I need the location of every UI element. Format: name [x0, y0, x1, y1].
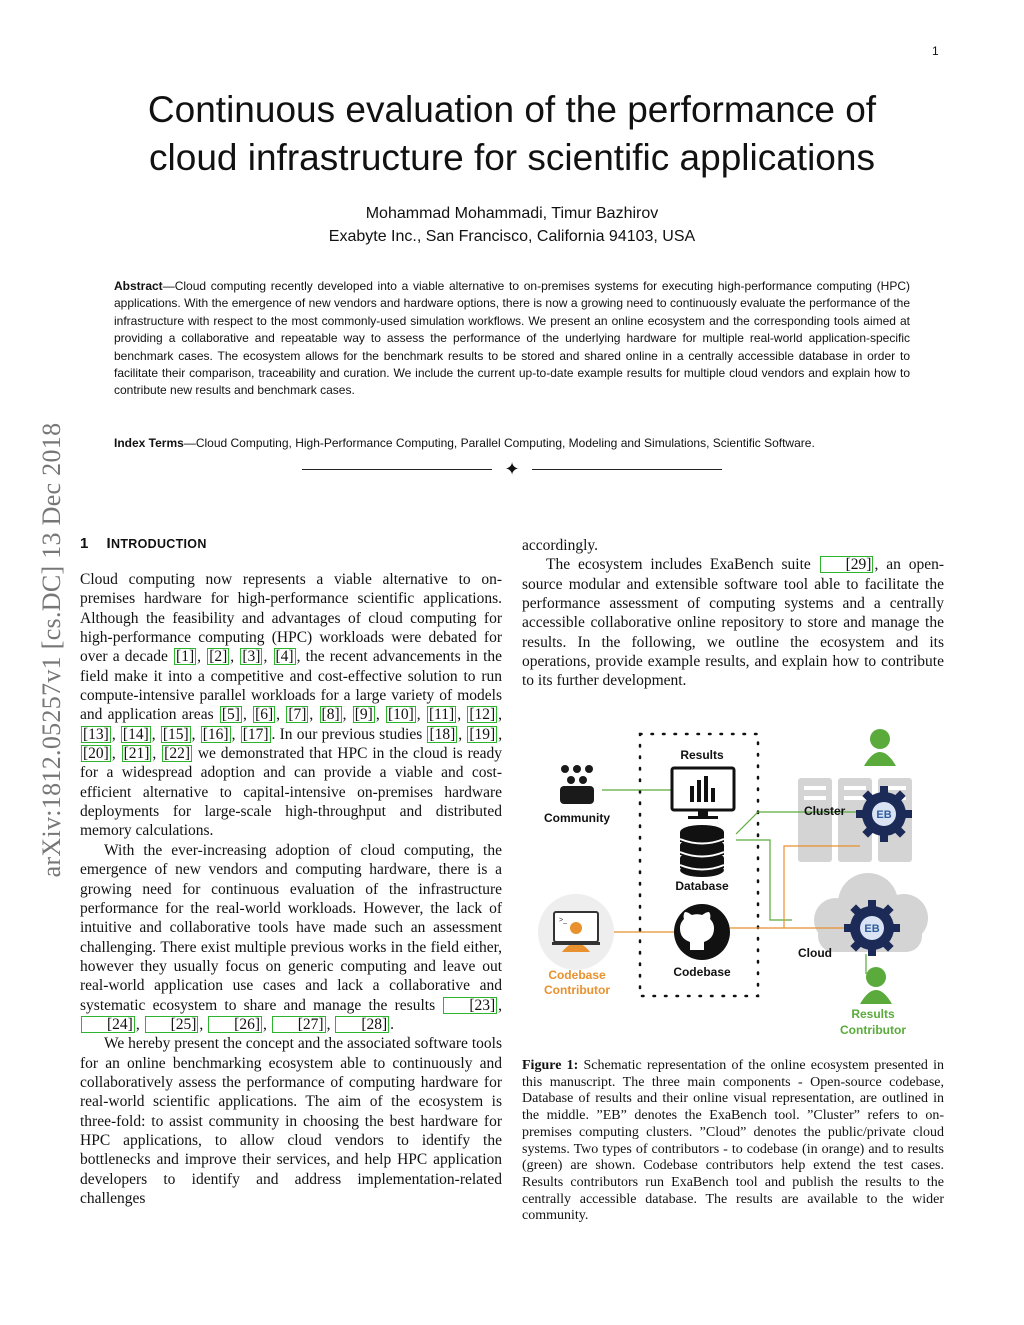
- page-number: 1: [932, 44, 939, 58]
- citation-link[interactable]: [22]: [164, 745, 190, 763]
- citation-link[interactable]: [1]: [176, 648, 195, 666]
- section-number: 1: [80, 535, 89, 552]
- text-run: Cloud computing now represents a viable alternative to on-premises hardware for high-performance scientific applications. Although the feasibility and advantages of cloud computing for high-performance computing (HPC) workloads were debated for over a decade: [80, 571, 502, 666]
- citation-link[interactable]: [14]: [122, 725, 149, 743]
- citation-link[interactable]: [18]: [429, 725, 456, 743]
- citation-link[interactable]: [21]: [123, 745, 150, 763]
- citation-link[interactable]: [15]: [162, 725, 189, 743]
- community-icon: [560, 765, 594, 804]
- citation-link[interactable]: [2]: [209, 648, 228, 666]
- citation-link[interactable]: [12]: [469, 706, 496, 724]
- citation-link[interactable]: [6]: [255, 706, 274, 724]
- cloud-label: Cloud: [798, 946, 832, 960]
- citation-link[interactable]: [10]: [387, 706, 414, 724]
- codebase-label: Codebase: [673, 965, 731, 979]
- codebase-contributor-icon: [538, 894, 614, 970]
- section-heading: [80, 535, 207, 552]
- title-line-2: cloud infrastructure for scientific applications: [149, 137, 875, 178]
- author-affiliation: Exabyte Inc., San Francisco, California 94103, USA: [328, 228, 696, 245]
- text-run: we demonstrated that HPC in the cloud is ready for a widespread adoption and can provide a viable and cost-efficient alternative to capital-intensive on-premises hardware deployments for large-scale high-throughput and distributed memory calculations.: [80, 745, 502, 840]
- author-names: Mohammad Mohammadi, Timur Bazhirov: [365, 205, 659, 222]
- intro-paragraph-4: [522, 555, 944, 690]
- paper-title: [90, 86, 934, 182]
- text-run: .: [390, 1015, 395, 1033]
- section-divider-left: [302, 469, 492, 470]
- codebase-contributor-label-line1: Codebase: [548, 968, 606, 982]
- text-run: With the ever-increasing adoption of cloud computing, the emergence of new vendors and computing hardware, there is a growing need for continuous evaluation of the infrastructure performance for the real-world workloads. However, the lack of intuitive and collaborative tools have made such an assessment challenging. There exist multiple previous works in the field either, however they usually focus on generic computing and leave out real-world application use cases and lack a collaborative and systematic ecosystem to share and manage the results: [80, 841, 502, 1014]
- caption-label: Figure 1:: [522, 1058, 579, 1073]
- index-terms: [114, 435, 910, 452]
- citation-link[interactable]: [11]: [428, 706, 455, 724]
- left-column: [80, 570, 502, 1208]
- right-column: [522, 536, 944, 691]
- database-icon: [680, 825, 724, 877]
- title-line-1: Continuous evaluation of the performance of: [147, 89, 877, 130]
- codebase-github-icon: [674, 904, 730, 960]
- citation-link[interactable]: [26]: [208, 1016, 262, 1033]
- citation-link[interactable]: [19]: [469, 725, 496, 743]
- divider-ornament: ✦: [504, 459, 520, 479]
- citation-link[interactable]: [24]: [81, 1016, 135, 1033]
- index-terms-label: Index Terms: [114, 436, 184, 450]
- community-label: Community: [544, 811, 610, 825]
- results-contributor-label-line2: Contributor: [840, 1023, 906, 1037]
- citation-link[interactable]: [9]: [354, 706, 373, 724]
- citation-link[interactable]: [3]: [242, 648, 261, 666]
- text-run: , an open-source modular and extensible software tool able to facilitate the performance assessment of computing systems and a centrally accessible collaborative online repository to store and manage the results. In the following, we outline the ecosystem and its operations, provide example results, and explain how to contribute to its further development.: [522, 556, 945, 690]
- section-divider-right: [532, 469, 722, 470]
- citation-link[interactable]: [5]: [221, 706, 240, 724]
- figure-caption: [522, 1058, 944, 1225]
- abstract-text: —Cloud computing recently developed into a viable alternative to on-premises systems for executing high-performance computing (HPC) applications. With the emergence of new vendors and hardware options, there is now a growing need to continuously evaluate the performance of the infrastructure with respect to the most commonly-used simulation workflows. We present an online ecosystem and the corresponding tools aimed at providing a collaborative and repeatable way to assess the performance of the underlying hardware for multiple real-world application-specific benchmark cases. The ecosystem allows for the benchmark results to be stored and shared online in a centrally accessible database in order to facilitate their comparison, traceability and curation. We include the current up-to-date example results for multiple cloud vendors and explain how to contribute new results and benchmark cases.: [114, 279, 910, 398]
- cluster-label: Cluster: [804, 804, 846, 818]
- abstract: [114, 278, 910, 400]
- citation-link[interactable]: [27]: [272, 1016, 326, 1033]
- section-title-initial: I: [106, 535, 111, 552]
- index-terms-text: —Cloud Computing, High-Performance Computing, Parallel Computing, Modeling and Simulations, Scientific Software.: [183, 436, 815, 450]
- intro-paragraph-1: Cloud computing now represents a viable alternative to on-premises hardware for high-performance scientific applications. Although the feasibility and advantages of cloud computing for high-performance computing (HPC) workloads were debated for over a decade [1] , [2] , [3] , [4] , the recent advancements in the field make it into a competitive and cost-effective solution to run compute-intensive parallel workloads for a large variety of models and application areas [5] , [6] , [7] , [8] , [9] , [10] , [11] , [12] , [13] , [14] , [15] , [16] , [17] . In our previous studies [18] , [19] , [20] , [21] , [22] we demonstrated that HPC in the cloud is ready for a widespread adoption and can provide a viable and cost-efficient alternative to capital-intensive on-premises hardware deployments for large-scale high-throughput and distributed memory calculations.: [80, 571, 503, 840]
- intro-paragraph-3-continued: accordingly.: [522, 537, 599, 554]
- citation-link[interactable]: [20]: [83, 745, 109, 763]
- results-label: Results: [680, 748, 724, 762]
- citation-link[interactable]: [29]: [820, 556, 874, 573]
- cloud-eb-label: EB: [864, 923, 880, 935]
- citation-link[interactable]: [16]: [202, 725, 229, 743]
- intro-paragraph-2: With the ever-increasing adoption of cloud computing, the emergence of new vendors and computing hardware, there is a growing need for continuous evaluation of the infrastructure performance for the real-world workloads. However, the lack of intuitive and collaborative tools have made such an assessment challenging. There exist multiple previous works in the field either, however they usually focus on generic computing and leave out real-world application use cases and lack a collaborative and systematic ecosystem to share and manage the results [23] , [24] , [25] , [26] , [27] , [28] .: [80, 841, 503, 1033]
- codebase-contributor-label-line2: Contributor: [544, 983, 610, 997]
- citation-link[interactable]: [23]: [443, 997, 497, 1014]
- citation-link[interactable]: [28]: [335, 1016, 389, 1033]
- abstract-label: Abstract: [114, 279, 163, 293]
- citation-link[interactable]: [8]: [321, 706, 340, 724]
- figure-ecosystem-diagram: [522, 728, 944, 1048]
- citation-link[interactable]: [4]: [275, 648, 294, 666]
- results-contributor-top-icon: [864, 729, 896, 766]
- citation-link[interactable]: [25]: [145, 1016, 199, 1033]
- text-run: The ecosystem includes ExaBench suite: [546, 556, 811, 574]
- cluster-eb-label: EB: [876, 809, 892, 821]
- caption-text: Schematic representation of the online ecosystem presented in this manuscript. The three main components - Open-source codebase, Database of results and their online visual representation, are outlined in the middle. ”EB” denotes the ExaBench tool. ”Cluster” refers to on-premises computing clusters. ”Cloud” denotes the public/private cloud systems. Two types of contributors - to codebase (in orange) and to results (green) are shown. Codebase contributors help extend the test cases. Results contributors run ExaBench tool and publish the results to the centrally accessible database. The results are available to the wider community.: [522, 1058, 944, 1224]
- section-title-rest: NTRODUCTION: [111, 537, 207, 551]
- results-contributor-label-line1: Results: [851, 1007, 895, 1021]
- arxiv-identifier-stamp: arXiv:1812.05257v1 [cs.DC] 13 Dec 2018: [37, 422, 66, 878]
- database-label: Database: [675, 879, 729, 893]
- svg-text:>_: >_: [559, 917, 567, 924]
- citation-link[interactable]: [7]: [288, 706, 307, 724]
- citation-link[interactable]: [13]: [83, 725, 109, 743]
- citation-link[interactable]: [17]: [242, 725, 269, 743]
- intro-paragraph-3: We hereby present the concept and the associated software tools for an online benchmarking ecosystem able to continuously and collaboratively assess the performance of computing hardware for real-world scientific applications. The aim of the ecosystem is three-fold: to assist community in choosing the best hardware for HPC applications, to allow cloud vendors to identify the bottlenecks and improve their services, and help HPC application developers to identify and address implementation-related challenges: [80, 1035, 502, 1207]
- text-run: , the recent advancements in the field make it into a competitive and cost-effective solution to run compute-intensive parallel workloads for a large variety of models and application areas: [80, 648, 503, 724]
- results-contributor-bottom-icon: [860, 967, 892, 1004]
- results-monitor-icon: [672, 768, 734, 819]
- text-run: . In our previous studies: [271, 725, 423, 743]
- author-block: [90, 202, 934, 248]
